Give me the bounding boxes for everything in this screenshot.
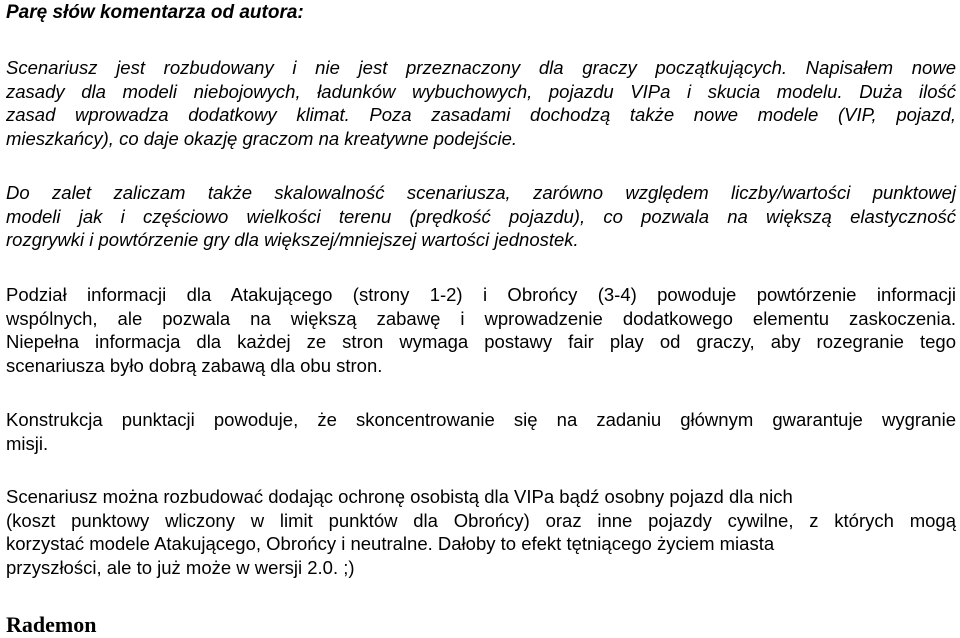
paragraph-4 <box>6 408 956 455</box>
paragraph-line: Niepełna informacja dla każdej ze stron wymaga postawy fair play od graczy, aby rozegranie tego <box>6 331 956 353</box>
paragraph-1 <box>6 56 956 150</box>
paragraph-line: Podział informacji dla Atakującego (strony 1-2) i Obrońcy (3-4) powoduje powtórzenie informacji <box>6 284 956 305</box>
paragraph-line: modeli jak i częściowo wielkości terenu (prędkość pojazdu), co pozwala na większą elastyczność <box>6 205 956 227</box>
comment-heading: Parę słów komentarza od autora: <box>6 2 304 23</box>
paragraph-5 <box>6 485 956 579</box>
paragraph-3 <box>6 283 956 377</box>
paragraph-line: Scenariusz jest rozbudowany i nie jest przeznaczony dla graczy początkujących. Napisałem nowe <box>6 57 956 78</box>
paragraph-line: korzystać modele Atakującego, Obrońcy i neutralne. Dałoby to efekt tętniącego życiem miasta <box>6 533 775 555</box>
paragraph-line: Do zalet zaliczam także skalowalność scenariusza, zarówno względem liczby/wartości punktowej <box>6 182 956 203</box>
paragraph-line: zasad wprowadza dodatkowy klimat. Poza zasadami dochodzą także nowe modele (VIP, pojazd, <box>6 104 956 126</box>
paragraph-line: Konstrukcja punktacji powoduje, że skoncentrowanie się na zadaniu głównym gwarantuje wygranie <box>6 409 956 430</box>
paragraph-line: (koszt punktowy wliczony w limit punktów dla Obrońcy) oraz inne pojazdy cywilne, z których mogą <box>6 509 956 531</box>
paragraph-line: wspólnych, ale pozwala na większą zabawę i wprowadzenie dodatkowego elementu zaskoczenia. <box>6 307 956 329</box>
paragraph-line: Scenariusz można rozbudować dodając ochronę osobistą dla VIPa bądź osobny pojazd dla nich <box>6 486 793 507</box>
paragraph-line: zasady dla modeli niebojowych, ładunków wybuchowych, pojazdu VIPa i skucia modelu. Duża ilość <box>6 80 956 102</box>
paragraph-line: rozgrywki i powtórzenie gry dla większej/mniejszej wartości jednostek. <box>6 229 579 251</box>
paragraph-line: misji. <box>6 432 49 454</box>
paragraph-2 <box>6 181 956 252</box>
paragraph-line: scenariusza było dobrą zabawą dla obu stron. <box>6 354 383 376</box>
paragraph-line: mieszkańcy), co daje okazję graczom na kreatywne podejście. <box>6 127 518 149</box>
author-signature: Rademon <box>6 612 97 637</box>
paragraph-line: przyszłości, ale to już może w wersji 2.0. ;) <box>6 556 355 578</box>
